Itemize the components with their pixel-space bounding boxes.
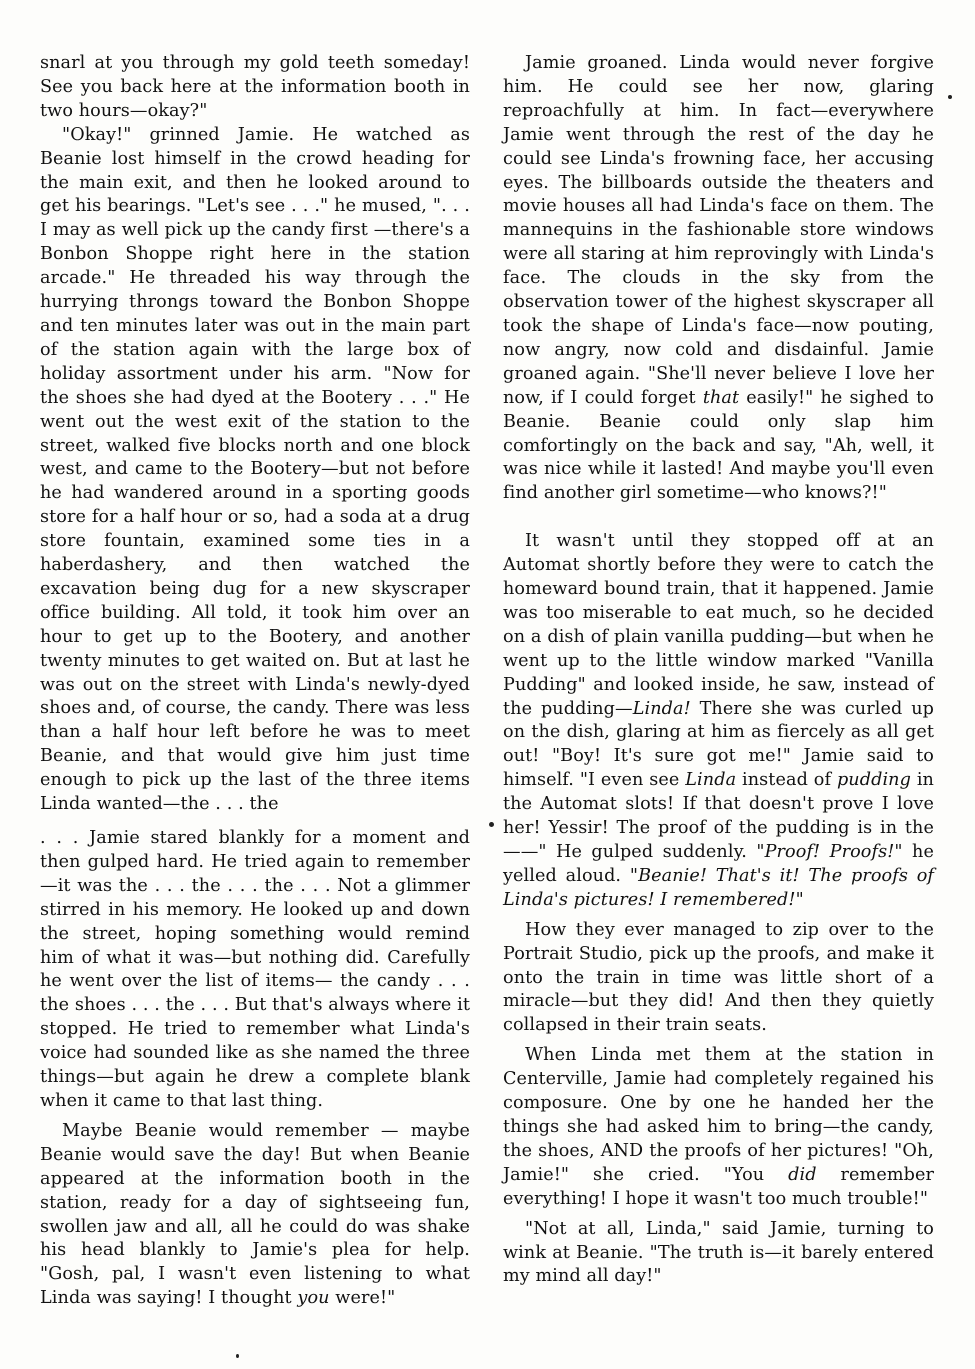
emphasis-text: did xyxy=(788,1164,817,1185)
paragraph-text: " xyxy=(795,889,804,910)
paragraph-text: Maybe Beanie would remember — maybe Beanie would save the day! But when Beanie appeared at the information booth in the station, ready for a day of sightseeing fun, swollen jaw and all, all he could do was shake his head blankly to Jamie's plea for help. "Gosh, pal, I wasn't even listening to what Linda was saying! I thought xyxy=(40,1120,470,1309)
paragraph-text: instead of xyxy=(736,770,837,791)
emphasis-text: Proof! Proofs! xyxy=(764,842,895,862)
paragraph-text: in the Automat slots! If that doesn't prove I love her! Yessir! The proof of the pudding is in the——" He gulped suddenly. " xyxy=(503,770,934,862)
emphasis-text: that xyxy=(702,387,740,408)
paragraph: How they ever managed to zip over to the Portrait Studio, pick up the proofs, and make it onto the train in time was little short of a miracle—but they did! And then they quietly collapsed in their train seats. xyxy=(503,919,934,1036)
print-speck xyxy=(948,95,952,99)
emphasis-text: Beanie! That's it! The proofs of Linda's pictures! I remembered! xyxy=(503,865,935,910)
emphasis-text: you xyxy=(297,1288,330,1309)
paragraph-text: were!" xyxy=(329,1288,396,1309)
paragraph-text: Jamie groaned. Linda would never forgive him. He could see her now, glaring reproachfully at him. In fact—everywhere Jamie went through the rest of the day he could see Linda's frowning face, her accusing eyes. The billboards outside the theaters and movie houses all had Linda's face on them. The mannequins in the fashionable store windows were all staring at him reprovingly with Linda's face. The clouds in the sky from the observation tower of the highest skyscraper all took the shape of Linda's face—now pouting, now angry, now cold and disdainful. Jamie groaned again. "She'll never believe I love her now, if I could forget xyxy=(503,53,934,408)
paragraph: snarl at you through my gold teeth someday! See you back here at the information booth in two hours—okay?" xyxy=(40,53,470,121)
paragraph: . . . Jamie stared blankly for a moment and then gulped hard. He tried again to remember —it was the . . . the . . . the . . . Not a glimmer stirred in his memory. He looked up and down the street, hoping something would remind him of what it was—but nothing did. Carefully he went over the list of items— the candy . . . the shoes . . . the . . . But that's always where it stopped. He tried to remember what Linda's voice had sounded like as she named the three things—but again he drew a complete blank when it came to that last thing. xyxy=(40,828,470,1111)
paragraph xyxy=(503,530,934,913)
emphasis-text: pudding xyxy=(836,770,911,791)
left-text-column xyxy=(40,52,470,1311)
paragraph: "Not at all, Linda," said Jamie, turning to wink at Beanie. "The truth is—it barely entered my mind all day!" xyxy=(503,1218,934,1287)
emphasis-text: Linda! xyxy=(632,698,691,719)
paragraph: "Okay!" grinned Jamie. He watched as Beanie lost himself in the crowd heading for the main exit, and then he looked around to get his bearings. "Let's see . . ." he mused, ". . . I may as well pick up the candy first —there's a Bonbon Shoppe right here in the station arcade." He threaded his way through the hurrying throngs toward the Bonbon Shoppe and ten minutes later was out in the main part of the station again with the large box of holiday assortment under his arm. "Now for the shoes she had dyed at the Bootery . . ." He went out the west exit of the station to the street, walked five blocks north and one block west, and came to the Bootery—but not before he had wandered around in a sporting goods store for a half hour or so, had a soda at a drug store fountain, examined some ties in a haberdashery, and then watched the excavation being dug for a new skyscraper office building. All told, it took him over an hour to get up to the Bootery, and another twenty minutes to get waited on. But at last he was out on the street with Linda's newly-dyed shoes and, of course, the candy. There was less than a half hour left before he was to meet Beanie, and that would give him just time enough to pick up the last of the three items Linda wanted—the . . . the xyxy=(40,124,470,815)
paragraph xyxy=(40,1120,470,1311)
paragraph xyxy=(503,1044,934,1211)
paragraph xyxy=(503,52,934,506)
right-text-column xyxy=(503,52,934,1289)
paragraph-text: remember everything! I hope it wasn't too much trouble!" xyxy=(503,1164,934,1209)
emphasis-text: Linda xyxy=(685,770,737,791)
print-speck xyxy=(489,822,494,827)
paragraph-text: When Linda met them at the station in Centerville, Jamie had completely regained his composure. One by one he handed her the things she had asked him to bring—the candy, the shoes, AND the proofs of her pictures! "Oh, Jamie!" she cried. "You xyxy=(503,1045,934,1185)
paragraph-text: It wasn't until they stopped off at an Automat shortly before they were to catch the homeward bound train, that it happened. Jamie was too miserable to eat much, so he decided on a dish of plain vanilla pudding—but when he went up to the little window marked "Vanilla Pudding" and looked inside, he saw, instead of the pudding— xyxy=(503,531,934,719)
print-speck xyxy=(236,1354,239,1358)
paragraph-text: There she was curled up on the dish, glaring at him as fiercely as all get out! "Boy! It's sure got me!" Jamie said to himself. "I even see xyxy=(503,698,934,791)
paragraph-text: easily!" he sighed to Beanie. Beanie could only slap him comfortingly on the back and say, "Ah, well, it was nice while it lasted! And maybe you'll even find another girl sometime—who knows?!" xyxy=(503,387,935,504)
paragraph-text: " he yelled aloud. " xyxy=(503,842,934,886)
